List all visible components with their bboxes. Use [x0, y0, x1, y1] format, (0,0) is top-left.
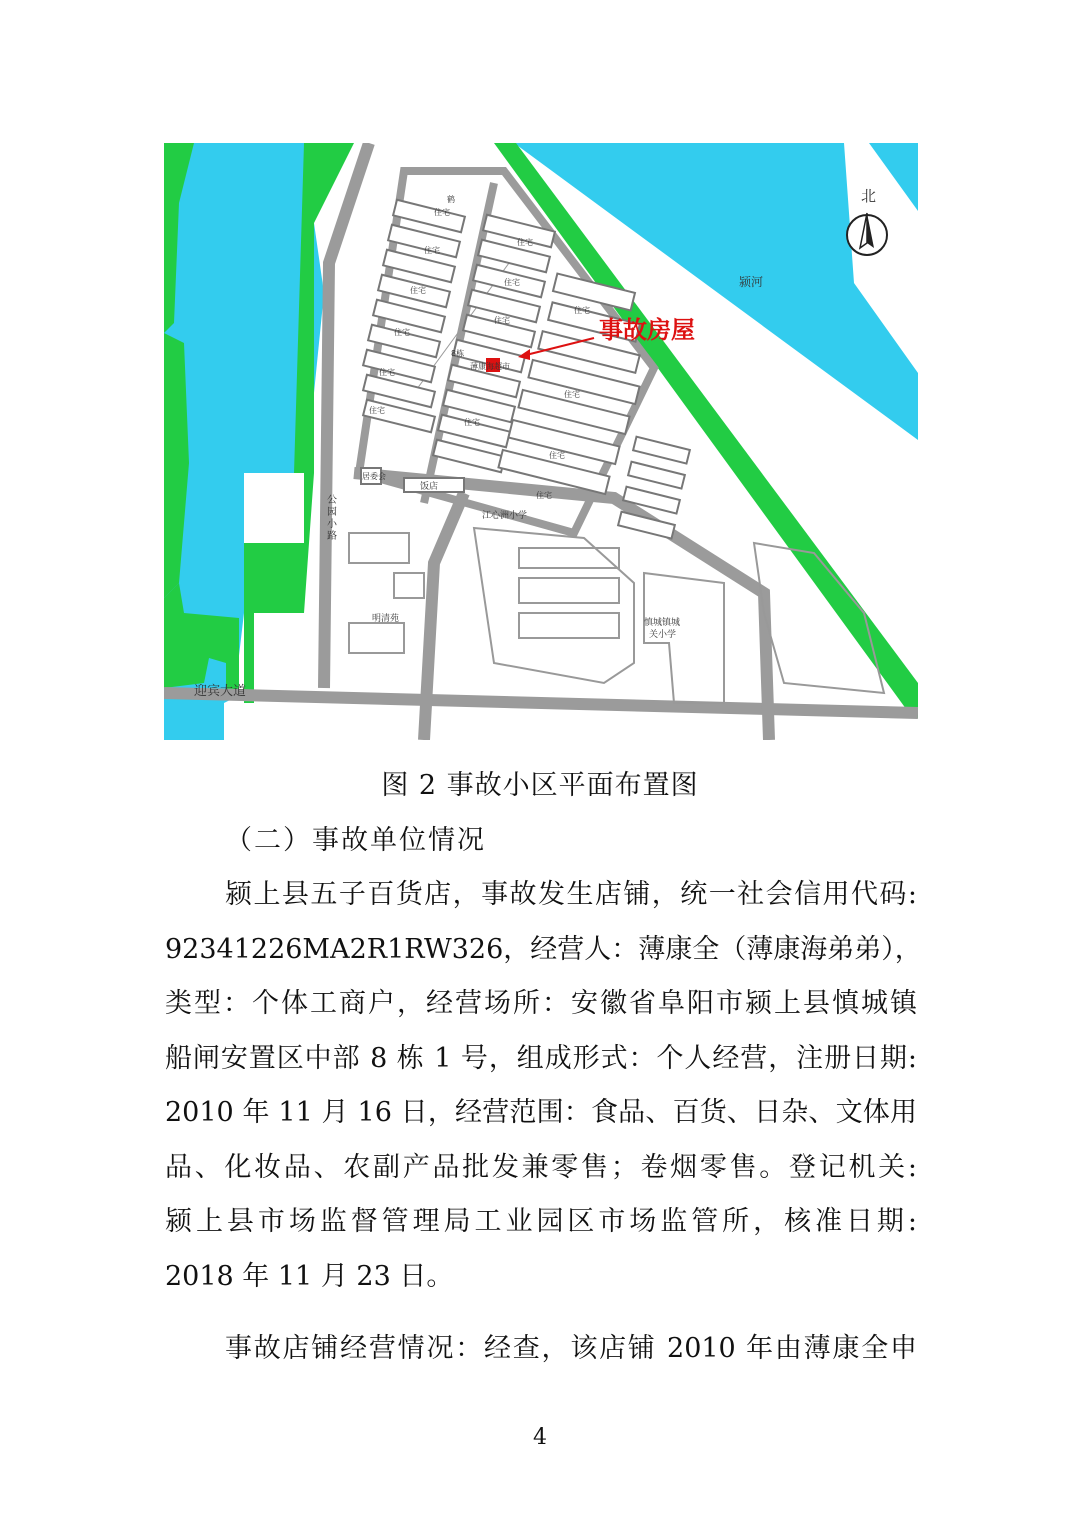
svg-text:住宅: 住宅 [424, 246, 440, 255]
park-road-char: 园 [327, 507, 337, 518]
hotel-label: 饭店 [420, 482, 439, 492]
shop-label: 薄康海超市 [470, 362, 510, 371]
site-plan-svg [164, 143, 918, 740]
svg-text:住宅: 住宅 [394, 328, 410, 337]
svg-text:住宅: 住宅 [464, 418, 480, 427]
paragraph-line: 品、化妆品、农副产品批发兼零售；卷烟零售。登记机关: [165, 1151, 917, 1183]
road-main-label: 迎宾大道 [194, 684, 247, 699]
park-road-char: 小 [327, 519, 337, 530]
paragraph-unit-info [165, 868, 922, 1304]
svg-text:住宅: 住宅 [517, 238, 533, 247]
paragraph-line: 颍上县五子百货店，事故发生店铺，统一社会信用代码: [225, 879, 917, 910]
svg-text:住宅: 住宅 [494, 316, 510, 325]
building-8-label: 8栋 [451, 349, 465, 358]
svg-text:住宅: 住宅 [369, 406, 385, 415]
committee-label: 居委会 [362, 472, 386, 481]
school2-label-line2: 关小学 [649, 630, 677, 640]
paragraph-line: 类型：个体工商户，经营场所：安徽省阜阳市颍上县慎城镇 [165, 988, 917, 1019]
site-plan-map [164, 143, 918, 740]
paragraph-line: 2018 年 11 月 23 日。 [165, 1260, 454, 1292]
school1-label: 江心洲小学 [482, 511, 528, 521]
paragraph-line: 颍上县市场监督管理局工业园区市场监管所，核准日期: [165, 1206, 917, 1237]
paragraph-line: 事故店铺经营情况：经查，该店铺 2010 年由薄康全申 [225, 1333, 917, 1364]
paragraph-shop-operation [165, 1322, 917, 1377]
svg-text:住宅: 住宅 [536, 491, 552, 500]
north-label: 北 [861, 187, 877, 205]
accident-label: 事故房屋 [599, 316, 695, 344]
small-top-label: 鹤 [447, 195, 455, 204]
svg-text:住宅: 住宅 [434, 208, 450, 217]
page-number: 4 [533, 1425, 547, 1450]
paragraph-line: 船闸安置区中部 8 栋 1 号，组成形式：个人经营，注册日期: [165, 1042, 917, 1074]
svg-text:住宅: 住宅 [564, 390, 580, 399]
paragraph-line: 2010 年 11 月 16 日，经营范围：食品、百货、日杂、文体用 [165, 1097, 917, 1128]
svg-text:住宅: 住宅 [574, 306, 590, 315]
school2-label-line1: 慎城镇城 [644, 618, 681, 628]
river-label: 颍河 [739, 275, 764, 289]
svg-text:住宅: 住宅 [379, 368, 395, 377]
svg-text:住宅: 住宅 [410, 286, 426, 295]
area-label: 明清苑 [372, 614, 400, 624]
paragraph-line: 92341226MA2R1RW326，经营人：薄康全（薄康海弟弟）， [165, 933, 922, 965]
section-heading: （二）事故单位情况 [225, 825, 486, 856]
park-road-char: 公 [327, 495, 337, 506]
svg-text:住宅: 住宅 [504, 278, 520, 287]
figure-caption: 图 2 事故小区平面布置图 [381, 770, 699, 801]
svg-text:住宅: 住宅 [549, 451, 565, 460]
park-road-char: 路 [327, 531, 337, 542]
